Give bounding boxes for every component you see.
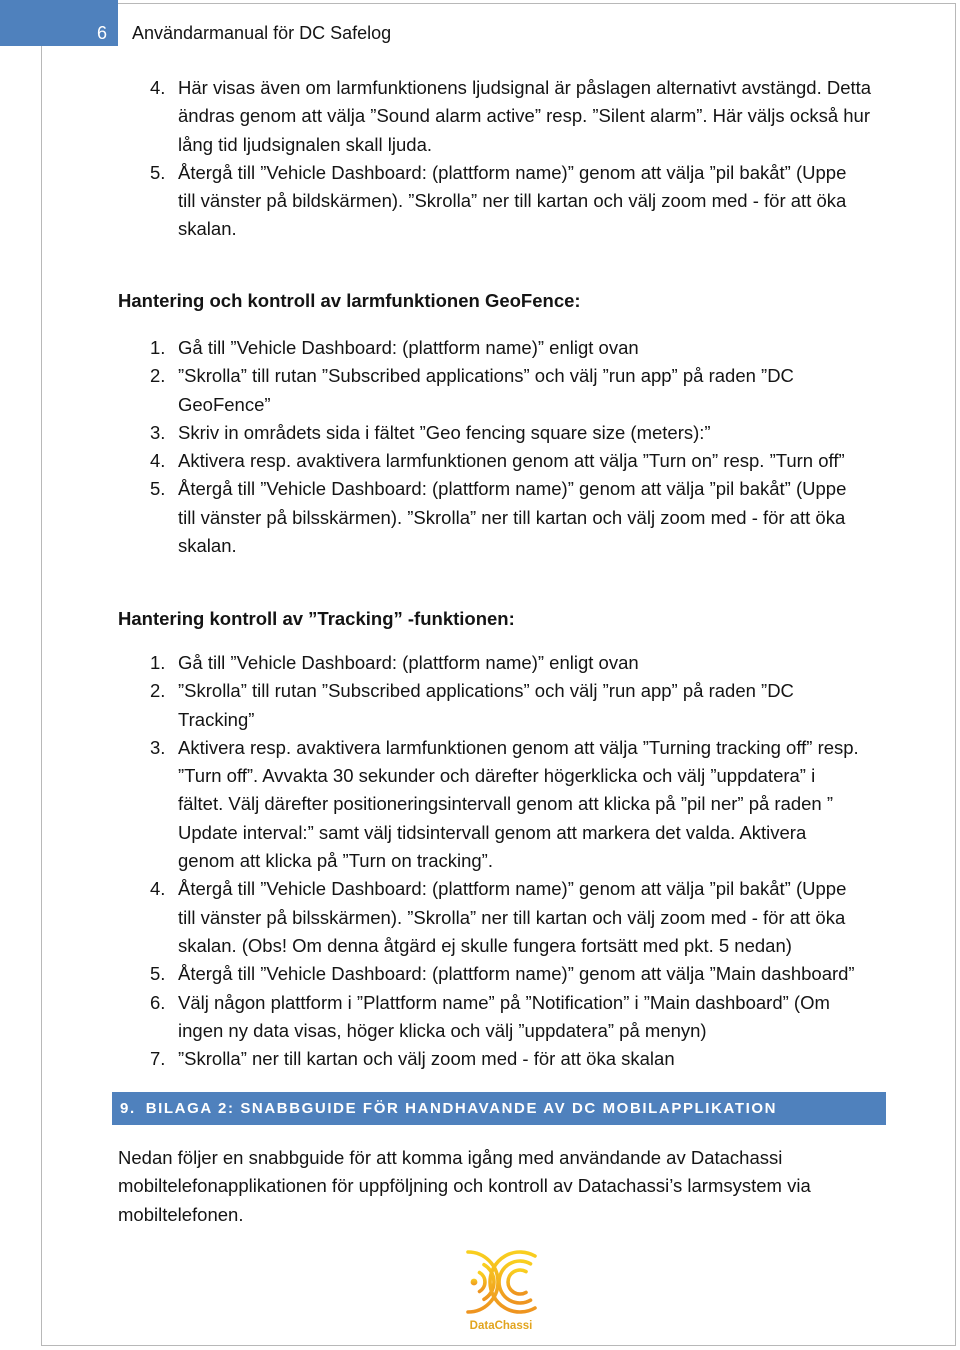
list-item — [0, 159, 960, 244]
list-number: 2. — [150, 365, 166, 387]
list-item — [0, 875, 960, 960]
text-line: Återgå till ”Vehicle Dashboard: (plattform name)” genom att välja ”pil bakåt” (Uppe — [178, 478, 847, 500]
list-item-text — [178, 74, 960, 159]
text-line: skalan. — [178, 218, 237, 240]
geofence-list — [0, 334, 960, 560]
datachassi-logo — [462, 1242, 540, 1336]
list-item-text — [178, 734, 960, 875]
text-line: fältet. Välj därefter positioneringsintervall genom att klicka på ”pil ner” på raden ” — [178, 793, 834, 815]
text-line: ”Skrolla” till rutan ”Subscribed applications” och välj ”run app” på raden ”DC — [178, 365, 794, 387]
list-number: 4. — [150, 450, 166, 472]
text-line: lång tid ljudsignalen skall ljuda. — [178, 133, 433, 155]
page-number-badge — [0, 0, 118, 46]
text-line: Gå till ”Vehicle Dashboard: (plattform name)” enligt ovan — [178, 652, 639, 673]
text-line: skalan. — [178, 535, 237, 557]
list-item — [0, 734, 960, 875]
list-number: 5. — [150, 161, 166, 183]
list-item — [0, 677, 960, 734]
list-item — [0, 1045, 960, 1073]
list-number: 5. — [150, 963, 166, 985]
list-number: 4. — [150, 878, 166, 900]
text-line: till vänster på bilsskärmen). ”Skrolla” ner till kartan och välj zoom med - för att öka — [178, 506, 846, 528]
text-line: skalan. (Obs! Om denna åtgärd ej skulle fungera fortsätt med pkt. 5 nedan) — [178, 934, 792, 956]
text-line: mobiltelefonapplikationen för uppföljning och kontroll av Datachassi’s larmsystem via — [118, 1175, 811, 1197]
list-item — [0, 362, 960, 419]
text-line: till vänster på bildskärmen). ”Skrolla” ner till kartan och välj zoom med - för att öka — [178, 190, 847, 212]
list-item-text — [178, 989, 960, 1046]
logo-wordmark: DataChassi — [469, 1320, 533, 1332]
list-item — [0, 419, 960, 447]
tracking-list — [0, 649, 960, 1073]
intro-list — [0, 74, 960, 244]
running-header-title: Användarmanual för DC Safelog — [132, 23, 392, 43]
text-line: Gå till ”Vehicle Dashboard: (plattform name)” enligt ovan — [178, 337, 639, 358]
text-line: GeoFence” — [178, 393, 271, 415]
geofence-heading: Hantering och kontroll av larmfunktionen GeoFence: — [118, 290, 581, 311]
logo-dot — [471, 1279, 478, 1286]
list-item-text — [178, 362, 960, 419]
text-line: Update interval:” samt välj tidsintervall genom att markera det valda. Aktivera — [178, 821, 807, 843]
text-line: Återgå till ”Vehicle Dashboard: (plattform name)” genom att välja ”pil bakåt” (Uppe — [178, 161, 847, 183]
text-line: Välj någon plattform i ”Plattform name” på ”Notification” i ”Main dashboard” (Om — [178, 991, 830, 1013]
list-item-text — [178, 159, 960, 244]
text-line: Tracking” — [178, 708, 255, 730]
list-number: 1. — [150, 337, 166, 358]
text-line: mobiltelefonen. — [118, 1203, 244, 1225]
appendix-title: BILAGA 2: SNABBGUIDE FÖR HANDHAVANDE AV DC MOBILAPPLIKATION — [145, 1100, 778, 1117]
list-item — [0, 475, 960, 560]
appendix-heading-bar — [112, 1092, 886, 1125]
page-number: 6 — [96, 23, 107, 43]
text-line: ingen ny data visas, höger klicka och välj ”uppdatera” på menyn) — [178, 1019, 707, 1041]
text-line: Här visas även om larmfunktionens ljudsignal är påslagen alternativt avstängd. Detta — [178, 77, 872, 98]
text-line: ”Skrolla” ner till kartan och välj zoom med - för att öka skalan — [178, 1048, 675, 1070]
list-item — [0, 334, 960, 362]
text-line: Återgå till ”Vehicle Dashboard: (plattform name)” genom att välja ”pil bakåt” (Uppe — [178, 878, 847, 900]
list-number: 3. — [150, 736, 166, 758]
list-item-text — [178, 875, 960, 960]
appendix-number: 9. — [120, 1100, 136, 1117]
list-item-text — [178, 1045, 960, 1073]
list-item-text — [178, 475, 960, 560]
list-item-text — [178, 419, 960, 447]
list-number: 4. — [150, 77, 166, 98]
list-number: 2. — [150, 680, 166, 702]
tracking-heading: Hantering kontroll av ”Tracking” -funktionen: — [118, 608, 515, 629]
text-line: Aktivera resp. avaktivera larmfunktionen genom att välja ”Turning tracking off” resp. — [178, 736, 859, 758]
list-item — [0, 989, 960, 1046]
text-line: ”Skrolla” till rutan ”Subscribed applications” och välj ”run app” på raden ”DC — [178, 680, 794, 702]
list-number: 3. — [150, 421, 166, 443]
text-line: Nedan följer en snabbguide för att komma igång med användande av Datachassi — [118, 1147, 783, 1168]
list-number: 6. — [150, 991, 166, 1013]
text-line: ändras genom att välja ”Sound alarm active” resp. ”Silent alarm”. Här väljs också hur — [178, 105, 870, 127]
text-line: Återgå till ”Vehicle Dashboard: (plattform name)” genom att välja ”Main dashboard” — [178, 963, 855, 985]
text-line: Skriv in områdets sida i fältet ”Geo fencing square size (meters):” — [178, 421, 711, 443]
appendix-intro-paragraph — [118, 1144, 811, 1229]
list-item — [0, 447, 960, 475]
text-line: genom att klicka på ”Turn on tracking”. — [178, 850, 493, 872]
list-number: 5. — [150, 478, 166, 500]
list-item-text — [178, 447, 960, 475]
list-item-text — [178, 334, 960, 362]
list-item — [0, 74, 960, 159]
list-item — [0, 960, 960, 988]
list-item-text — [178, 649, 960, 677]
list-number: 1. — [150, 652, 166, 673]
text-line: till vänster på bilsskärmen). ”Skrolla” ner till kartan och välj zoom med - för att öka — [178, 906, 846, 928]
text-line: Aktivera resp. avaktivera larmfunktionen genom att välja ”Turn on” resp. ”Turn off” — [178, 450, 845, 472]
list-item-text — [178, 677, 960, 734]
list-number: 7. — [150, 1048, 166, 1070]
list-item-text — [178, 960, 960, 988]
list-item — [0, 649, 960, 677]
text-line: ”Turn off”. Avvakta 30 sekunder och därefter högerklicka och välj ”uppdatera” i — [178, 765, 816, 787]
